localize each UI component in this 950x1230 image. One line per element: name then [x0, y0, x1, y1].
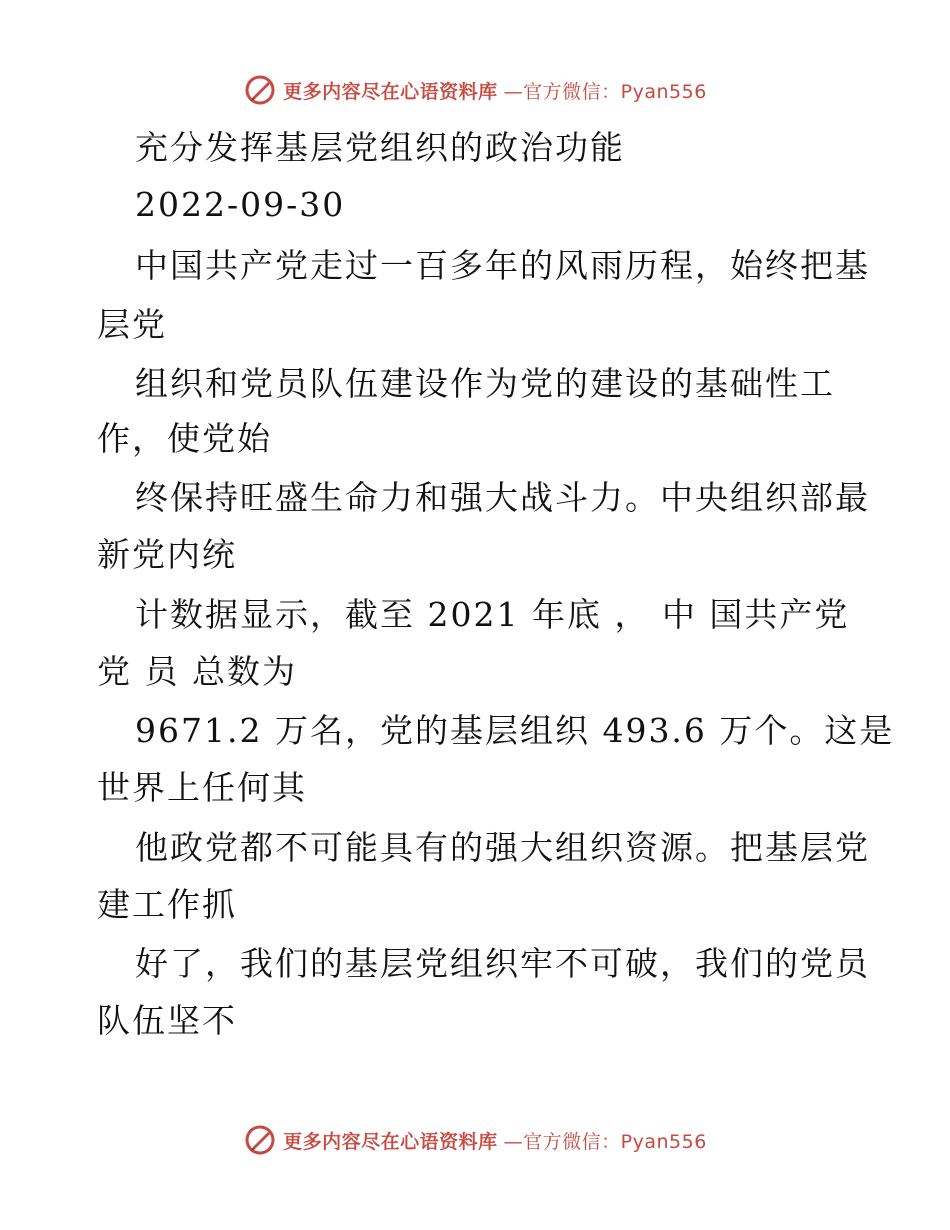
paragraph-line: 9671.2 万名，党的基层组织 493.6 万个。这是 — [135, 711, 895, 750]
paragraph-line: 他政党都不可能具有的强大组织资源。把基层党 — [135, 828, 870, 867]
paragraph-line: 新党内统 — [97, 535, 237, 574]
paragraph-line: 终保持旺盛生命力和强大战斗力。中央组织部最 — [135, 478, 870, 517]
watermark-contact: —官方微信：Pyan556 — [503, 1130, 707, 1153]
paragraph-line: 好了，我们的基层党组织牢不可破，我们的党员 — [135, 944, 870, 983]
paragraph-line: 建工作抓 — [97, 885, 237, 924]
paragraph-line: 计数据显示，截至 2021 年底 ， 中 国共产党 — [135, 595, 850, 634]
paragraph-line: 作，使党始 — [97, 419, 272, 458]
paragraph-line: 中国共产党走过一百多年的风雨历程，始终把基 — [135, 246, 870, 285]
document-title: 充分发挥基层党组织的政治功能 — [135, 128, 625, 167]
paragraph-line: 世界上任何其 — [97, 768, 307, 807]
paragraph-line: 组织和党员队伍建设作为党的建设的基础性工 — [135, 364, 835, 403]
header-watermark — [0, 70, 950, 110]
document-date: 2022-09-30 — [135, 185, 346, 224]
paragraph-line: 党 员 总数为 — [97, 652, 297, 691]
watermark-brand: 更多内容尽在心语资料库 — [283, 80, 498, 103]
pen-logo-icon — [243, 1123, 277, 1157]
watermark-brand: 更多内容尽在心语资料库 — [283, 1130, 498, 1153]
paragraph-line: 层党 — [97, 305, 167, 344]
footer-watermark — [0, 1120, 950, 1160]
pen-logo-icon — [243, 73, 277, 107]
watermark-contact: —官方微信：Pyan556 — [503, 80, 707, 103]
paragraph-line: 队伍坚不 — [97, 1001, 237, 1040]
